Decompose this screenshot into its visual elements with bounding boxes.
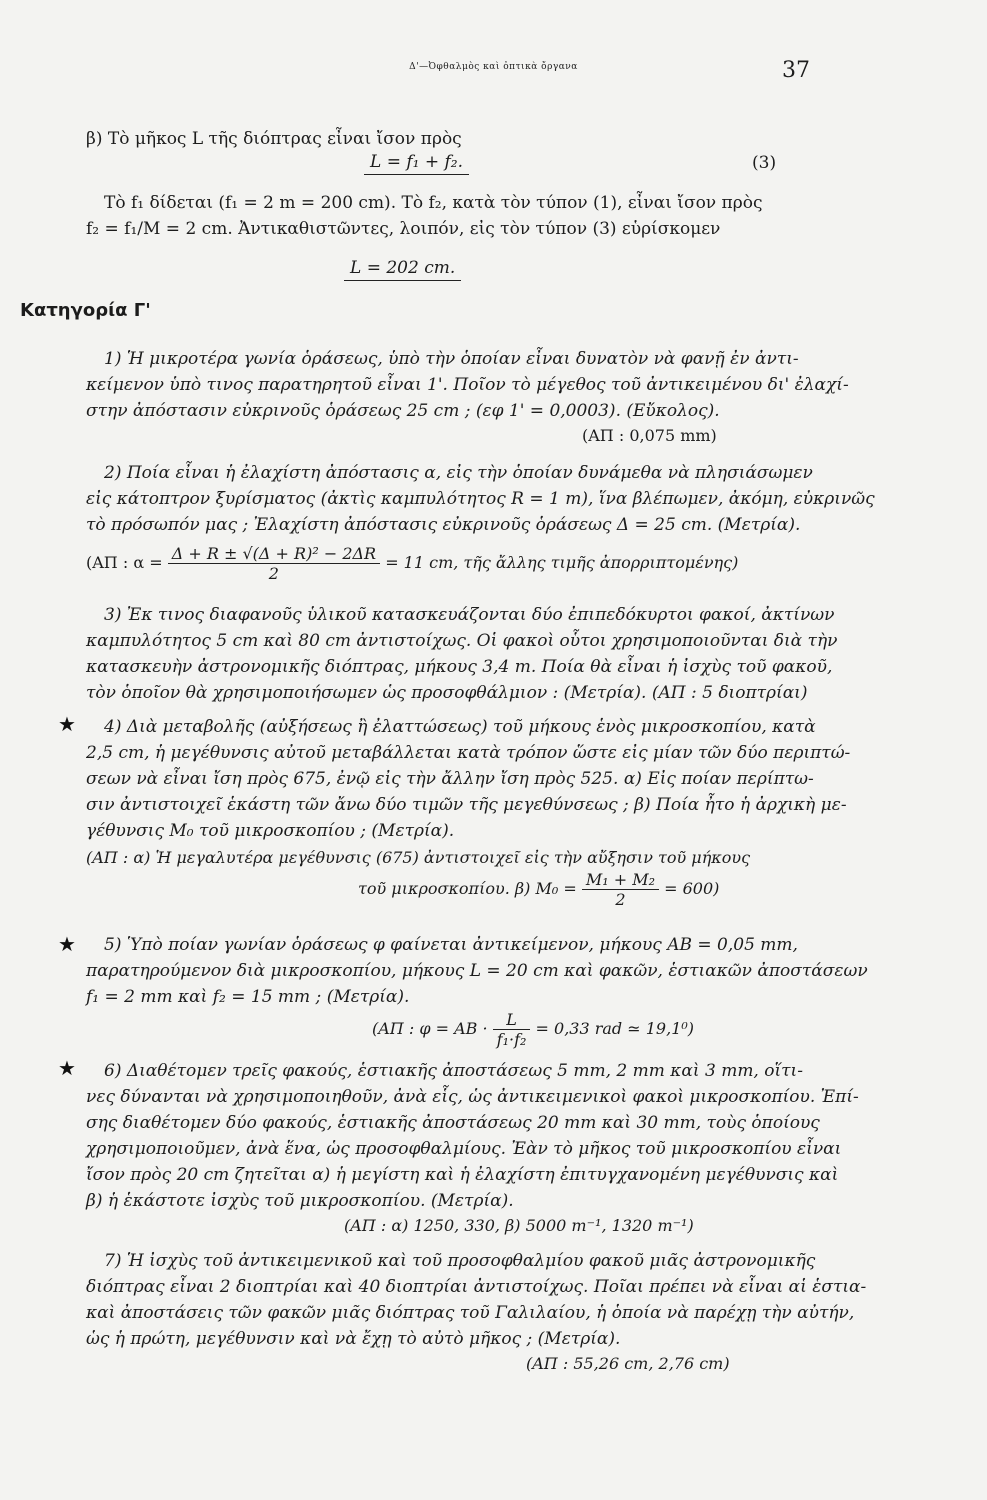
problem-7-line-4: ὡς ἡ πρώτη, μεγέθυνσιν καὶ νὰ ἔχῃ τὸ αὐτὸ μῆκος ; (Μετρία).	[86, 1329, 621, 1349]
result-equation-text: L = 202 cm.	[344, 258, 461, 281]
problem-2-answer-prefix: (ΑΠ : α =	[86, 553, 163, 572]
problem-2-fraction-numerator: Δ + R ± √(Δ + R)² − 2ΔR	[168, 544, 380, 564]
problem-4-line-1: 4) Διὰ μεταβολῆς (αὐξήσεως ἢ ἐλαττώσεως) τοῦ μήκους ἑνὸς μικροσκοπίου, κατὰ	[104, 717, 816, 737]
problem-1-line-1: 1) Ἡ μικροτέρα γωνία ὁράσεως, ὑπὸ τὴν ὁποίαν εἶναι δυνατὸν νὰ φανῇ ἐν ἀντι-	[104, 349, 799, 369]
problem-4-line-2: 2,5 cm, ἡ μεγέθυνσις αὐτοῦ μεταβάλλεται κατὰ τρόπον ὥστε εἰς μίαν τῶν δύο περιπτώ-	[86, 743, 851, 763]
problem-4-line-4: σιν ἀντιστοιχεῖ ἑκάστη τῶν ἄνω δύο τιμῶν τῆς μεγεθύνσεως ; β) Ποία ἦτο ἡ ἀρχικὴ με-	[86, 795, 847, 815]
problem-4-fraction-numerator: M₁ + M₂	[582, 870, 659, 890]
problem-6-answer: (ΑΠ : α) 1250, 330, β) 5000 m⁻¹, 1320 m⁻¹)	[344, 1216, 694, 1235]
equation-3-text: L = f₁ + f₂.	[364, 152, 469, 175]
category-heading: Κατηγορία Γ'	[20, 300, 151, 321]
problem-6-line-3: σης διαθέτομεν δύο φακούς, ἑστιακῆς ἀποστάσεως 20 mm καὶ 30 mm, τοὺς ὁποίους	[86, 1113, 820, 1133]
problem-6-line-1: 6) Διαθέτομεν τρεῖς φακούς, ἑστιακῆς ἀποστάσεως 5 mm, 2 mm καὶ 3 mm, οἵτι-	[104, 1061, 803, 1081]
problem-2-answer-fraction	[168, 544, 380, 583]
problem-5-answer-prefix: (ΑΠ : φ = AB ·	[372, 1019, 488, 1038]
problem-2-fraction-denominator: 2	[268, 564, 279, 583]
intro-beta-line: β) Τὸ μῆκος L τῆς διόπτρας εἶναι ἴσον πρὸς	[86, 129, 462, 149]
problem-2-answer	[86, 544, 738, 583]
problem-7-line-1: 7) Ἡ ἰσχὺς τοῦ ἀντικειμενικοῦ καὶ τοῦ προσοφθαλμίου φακοῦ μιᾶς ἀστρονομικῆς	[104, 1251, 816, 1271]
problem-4-answer-prefix: τοῦ μικροσκοπίου. β) M₀ =	[358, 879, 577, 898]
problem-4-fraction-denominator: 2	[615, 890, 626, 909]
equation-3	[364, 152, 469, 172]
problem-3-line-2: καμπυλότητος 5 cm καὶ 80 cm ἀντιστοίχως. Οἱ φακοὶ οὗτοι χρησιμοποιοῦνται διὰ τὴν	[86, 631, 838, 651]
problem-6-line-6: β) ἡ ἑκάστοτε ἰσχὺς τοῦ μικροσκοπίου. (Μετρία).	[86, 1191, 514, 1211]
problem-4-answer-line-1: (ΑΠ : α) Ἡ μεγαλυτέρα μεγέθυνσις (675) ἀντιστοιχεῖ εἰς τὴν αὔξησιν τοῦ μήκους	[86, 848, 751, 867]
problem-7-line-3: καὶ ἀποστάσεις τῶν φακῶν μιᾶς διόπτρας τοῦ Γαλιλαίου, ἡ ὁποία νὰ παρέχῃ τὴν αὐτήν,	[86, 1303, 855, 1323]
problem-3-line-4: τὸν ὁποῖον θὰ χρησιμοποιήσωμεν ὡς προσοφθάλμιον : (Μετρία). (ΑΠ : 5 διοπτρίαι)	[86, 683, 808, 703]
problem-5-answer-fraction	[493, 1010, 531, 1049]
star-icon: ★	[58, 932, 76, 956]
problem-6-line-4: χρησιμοποιοῦμεν, ἀνὰ ἕνα, ὡς προσοφθαλμίους. Ἐὰν τὸ μῆκος τοῦ μικροσκοπίου εἶναι	[86, 1139, 842, 1159]
star-icon: ★	[58, 1056, 76, 1080]
problem-4-answer-line-2	[358, 870, 719, 909]
problem-3-line-1: 3) Ἐκ τινος διαφανοῦς ὑλικοῦ κατασκευάζονται δύο ἐπιπεδόκυρτοι φακοί, ἀκτίνων	[104, 605, 835, 625]
problem-2-line-2: εἰς κάτοπτρον ξυρίσματος (ἀκτὶς καμπυλότητος R = 1 m), ἵνα βλέπωμεν, ἀκόμη, εὐκρινῶς	[86, 489, 875, 509]
equation-3-tag: (3)	[752, 153, 777, 173]
problem-5-answer-suffix: = 0,33 rad ≃ 19,1⁰)	[535, 1019, 695, 1038]
problem-7-answer: (ΑΠ : 55,26 cm, 2,76 cm)	[526, 1354, 730, 1373]
problem-4-line-5: γέθυνσις M₀ τοῦ μικροσκοπίου ; (Μετρία).	[86, 821, 455, 841]
problem-2-answer-suffix: = 11 cm, τῆς ἄλλης τιμῆς ἀπορριπτομένης)	[385, 553, 739, 572]
problem-4-line-3: σεων νὰ εἶναι ἴση πρὸς 675, ἐνῷ εἰς τὴν ἄλλην ἴση πρὸς 525. α) Εἰς ποίαν περίπτω-	[86, 769, 814, 789]
problem-1-line-3: στην ἀπόστασιν εὐκρινοῦς ὁράσεως 25 cm ; (εφ 1' = 0,0003). (Εὔκολος).	[86, 401, 720, 421]
running-head: Δ'—Ὀφθαλμὸς καὶ ὀπτικὰ ὄργανα	[409, 62, 578, 72]
problem-4-answer-suffix: = 600)	[664, 879, 720, 898]
page-number: 37	[782, 58, 810, 83]
problem-5-line-2: παρατηρούμενον διὰ μικροσκοπίου, μήκους L = 20 cm καὶ φακῶν, ἑστιακῶν ἀποστάσεων	[86, 961, 868, 981]
problem-7-line-2: διόπτρας εἶναι 2 διοπτρίαι καὶ 40 διοπτρίαι ἀντιστοίχως. Ποῖαι πρέπει νὰ εἶναι αἱ ἑστια-	[86, 1277, 867, 1297]
intro-paragraph-line-1: Τὸ f₁ δίδεται (f₁ = 2 m = 200 cm). Τὸ f₂, κατὰ τὸν τύπον (1), εἶναι ἴσον πρὸς	[104, 193, 763, 213]
problem-2-line-3: τὸ πρόσωπόν μας ; Ἐλαχίστη ἀπόστασις εὐκρινοῦς ὁράσεως Δ = 25 cm. (Μετρία).	[86, 515, 801, 535]
intro-paragraph-line-2: f₂ = f₁/M = 2 cm. Ἀντικαθιστῶντες, λοιπόν, εἰς τὸν τύπον (3) εὑρίσκομεν	[86, 219, 721, 239]
problem-5-answer	[372, 1010, 694, 1049]
problem-1-answer: (ΑΠ : 0,075 mm)	[582, 426, 717, 445]
problem-3-line-3: κατασκευὴν ἀστρονομικῆς διόπτρας, μήκους 3,4 m. Ποία θὰ εἶναι ἡ ἰσχὺς τοῦ φακοῦ,	[86, 657, 833, 677]
problem-1-line-2: κείμενον ὑπὸ τινος παρατηρητοῦ εἶναι 1'. Ποῖον τὸ μέγεθος τοῦ ἀντικειμένου δι' ἐλαχί-	[86, 375, 849, 395]
problem-5-line-3: f₁ = 2 mm καὶ f₂ = 15 mm ; (Μετρία).	[86, 987, 410, 1007]
problem-5-fraction-numerator: L	[493, 1010, 531, 1030]
problem-6-line-5: ἴσον πρὸς 20 cm ζητεῖται α) ἡ μεγίστη καὶ ἡ ἐλαχίστη ἐπιτυγχανομένη μεγέθυνσις καὶ	[86, 1165, 839, 1185]
star-icon: ★	[58, 712, 76, 736]
problem-5-line-1: 5) Ὑπὸ ποίαν γωνίαν ὁράσεως φ φαίνεται ἀντικείμενον, μήκους AB = 0,05 mm,	[104, 935, 798, 955]
problem-6-line-2: νες δύνανται νὰ χρησιμοποιηθοῦν, ἀνὰ εἷς, ὡς ἀντικειμενικοὶ φακοὶ μικροσκοπίου. Ἐπί-	[86, 1087, 859, 1107]
problem-5-fraction-denominator: f₁·f₂	[496, 1030, 527, 1049]
problem-2-line-1: 2) Ποία εἶναι ἡ ἐλαχίστη ἀπόστασις α, εἰς τὴν ὁποίαν δυνάμεθα νὰ πλησιάσωμεν	[104, 463, 813, 483]
problem-4-answer-fraction	[582, 870, 659, 909]
result-equation	[344, 258, 461, 278]
